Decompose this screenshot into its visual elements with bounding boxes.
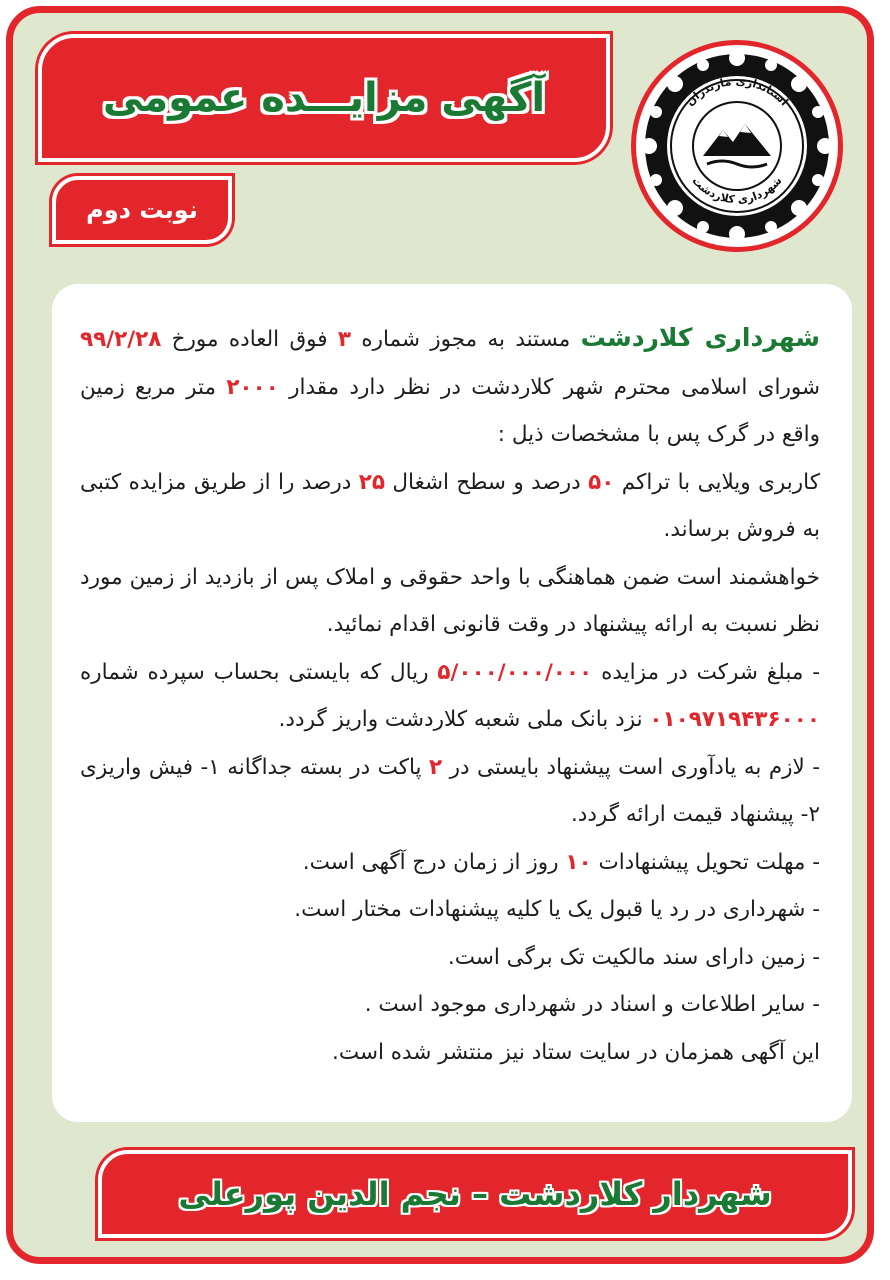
municipality-seal-icon xyxy=(636,45,838,247)
round-badge: نوبت دوم xyxy=(52,176,232,244)
deadline-days: ۱۰ xyxy=(565,849,592,875)
page-title: آگهی مزایـــده عمومی xyxy=(102,75,546,121)
paragraph-intro: شهرداری کلاردشت مستند به مجوز شماره ۳ فوق العاده مورخ ۹۹/۲/۲۸ شورای اسلامی محترم شهر کلاردشت در نظر دارد مقدار ۲۰۰۰ متر مربع زمین واقع در گرک پس با مشخصات ذیل : xyxy=(80,323,820,447)
paragraph-usage: کاربری ویلایی با تراکم ۵۰ درصد و سطح اشغال ۲۵ درصد را از طریق مزایده کتبی به فروش برساند. xyxy=(80,469,820,542)
logo-ring-bottom: شهرداری کلاردشت xyxy=(689,174,785,207)
org-name: شهرداری کلاردشت xyxy=(580,323,820,352)
paragraph-deposit: - مبلغ شرکت در مزایده ۵/۰۰۰/۰۰۰/۰۰۰ ریال که بایستی بحساب سپرده شماره ۰۱۰۹۷۱۹۴۳۶۰۰۰ نزد بانک ملی شعبه کلاردشت واریز گردد. xyxy=(80,659,820,732)
paragraph-rights: - شهرداری در رد یا قبول یک یا کلیه پیشنهادات مختار است. xyxy=(294,897,820,922)
deposit-amount: ۵/۰۰۰/۰۰۰/۰۰۰ xyxy=(437,659,593,685)
paragraph-deed: - زمین دارای سند مالکیت تک برگی است. xyxy=(447,944,820,970)
account-number: ۰۱۰۹۷۱۹۴۳۶۰۰۰ xyxy=(649,707,820,732)
title-banner xyxy=(38,34,610,162)
paragraph-deadline: - مهلت تحویل پیشنهادات ۱۰ روز از زمان درج آگهی است. xyxy=(302,849,820,875)
permit-date: ۹۹/۲/۲۸ xyxy=(80,327,162,352)
paragraph-visit: خواهشمند است ضمن هماهنگی با واحد حقوقی و املاک پس از بازدید از زمین مورد نظر نسبت به ارائه پیشنهاد در وقت قانونی اقدام نمائید. xyxy=(80,564,820,637)
permit-number: ۳ xyxy=(337,327,351,352)
mayor-signature: شهردار کلاردشت – نجم الدین پورعلی xyxy=(178,1175,772,1213)
occupancy-value: ۲۵ xyxy=(358,469,385,495)
density-value: ۵۰ xyxy=(588,469,615,495)
announcement-body xyxy=(52,284,852,1122)
land-area: ۲۰۰۰ xyxy=(226,374,279,400)
paragraph-documents: - سایر اطلاعات و اسناد در شهرداری موجود است . xyxy=(364,992,820,1017)
paragraph-packets: - لازم به یادآوری است پیشنهاد بایستی در ۲ پاکت در بسته جداگانه ۱- فیش واریزی ۲- پیشنهاد قیمت ارائه گردد. xyxy=(80,754,821,827)
paragraph-setad: این آگهی همزمان در سایت ستاد نیز منتشر شده است. xyxy=(332,1039,820,1065)
packet-count: ۲ xyxy=(428,754,443,780)
signature-banner xyxy=(98,1150,852,1238)
logo-ring-top: استانداری مازندران xyxy=(683,74,791,109)
municipality-logo xyxy=(631,40,843,252)
